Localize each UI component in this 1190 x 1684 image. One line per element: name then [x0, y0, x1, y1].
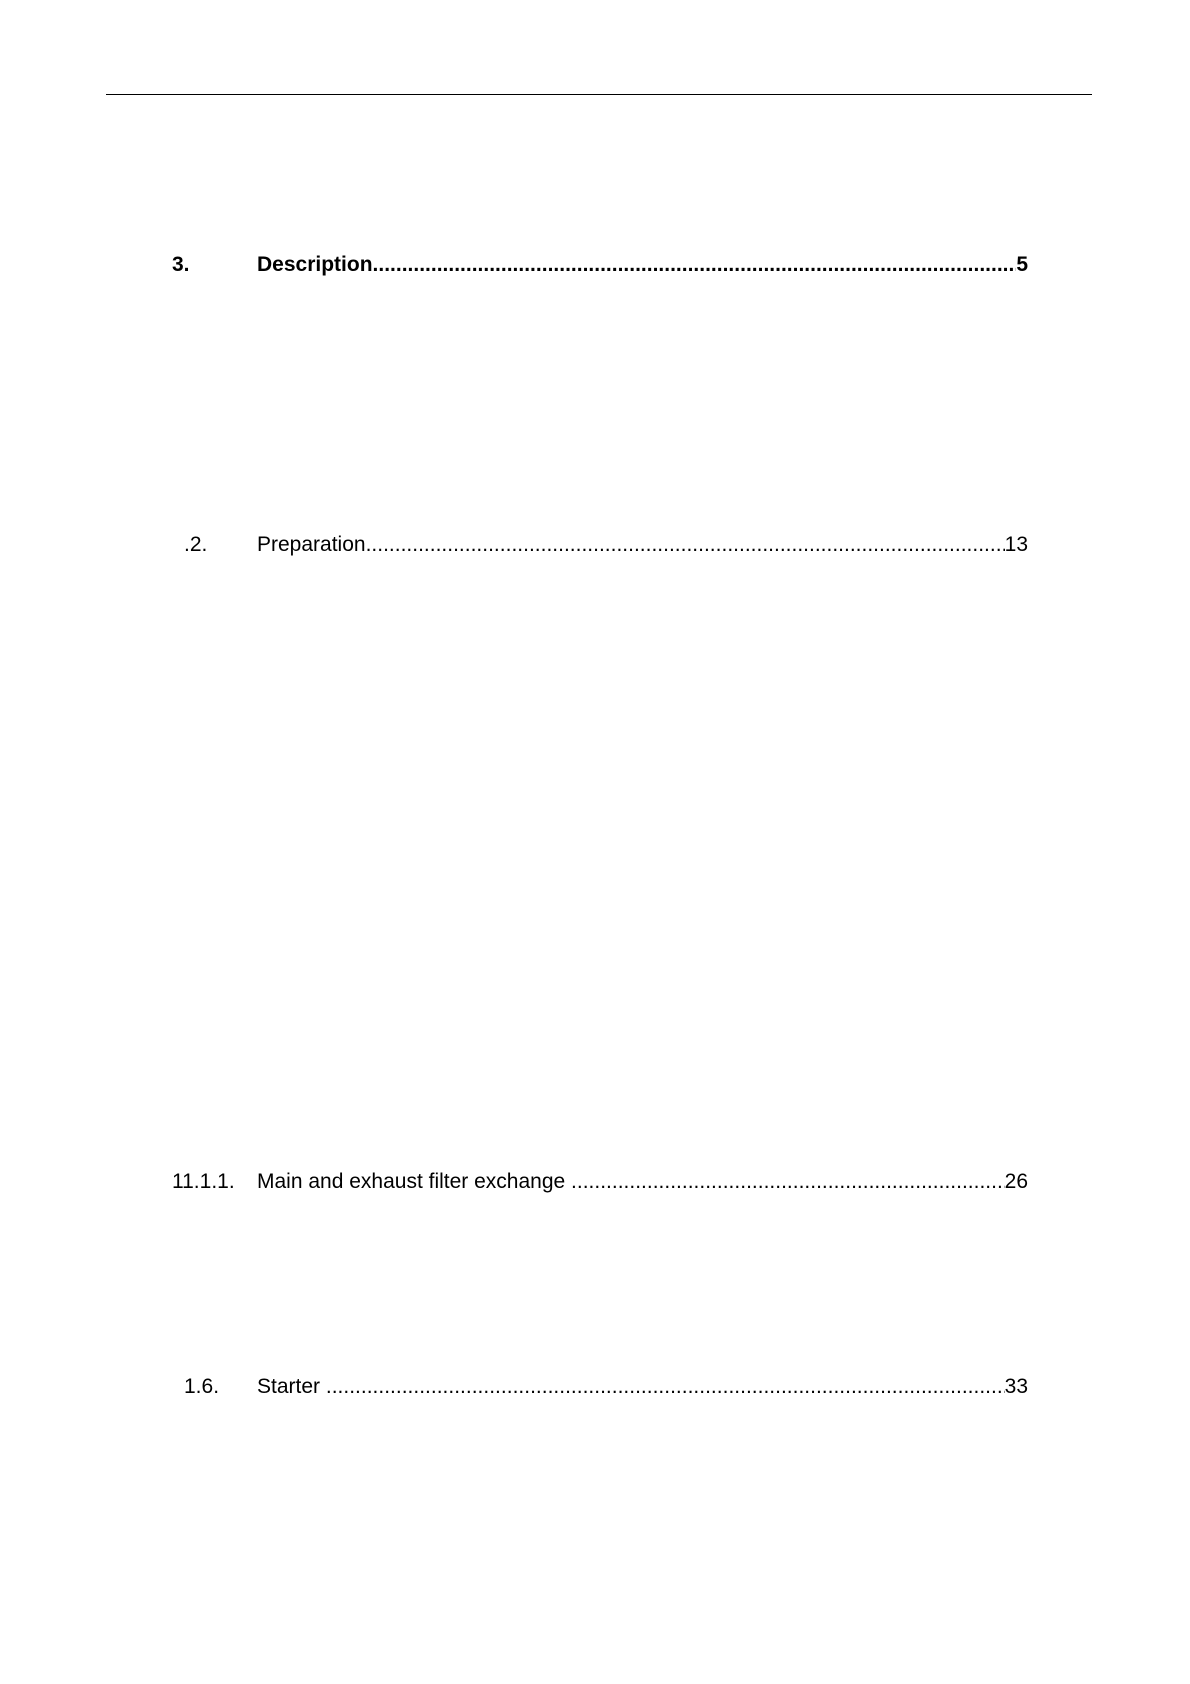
toc-entry-preparation[interactable]	[172, 530, 1028, 560]
toc-entry-body	[257, 250, 1028, 280]
toc-entry-number: 3.	[172, 253, 190, 276]
toc-entry-body	[257, 530, 1028, 560]
toc-dot-leader	[373, 250, 1017, 280]
toc-entry-description[interactable]	[172, 250, 1028, 280]
toc-entry-number: 11.1.1.	[172, 1170, 235, 1193]
toc-dot-leader	[366, 530, 1005, 560]
toc-entry-body	[257, 1372, 1028, 1402]
toc-entry-page: 33	[1004, 1375, 1028, 1398]
toc-entry-title: Description	[257, 253, 373, 276]
toc-entry-number: .2.	[184, 533, 208, 556]
header-rule	[106, 94, 1092, 95]
toc-entry-title: Main and exhaust filter exchange	[257, 1170, 572, 1193]
toc-entry-page: 26	[1004, 1170, 1028, 1193]
toc-entry-starter[interactable]	[172, 1372, 1028, 1402]
toc-entry-number: 1.6.	[184, 1375, 220, 1398]
toc-entry-body	[257, 1167, 1028, 1197]
toc-entry-page: 5	[1016, 253, 1028, 276]
toc-entry-title: Preparation	[257, 533, 366, 556]
toc-dot-leader	[571, 1167, 1005, 1197]
toc-entry-filter-exchange[interactable]	[172, 1167, 1028, 1197]
toc-entry-title: Starter	[257, 1375, 326, 1398]
toc-dot-leader	[326, 1372, 1005, 1402]
toc-entry-page: 13	[1004, 533, 1028, 556]
